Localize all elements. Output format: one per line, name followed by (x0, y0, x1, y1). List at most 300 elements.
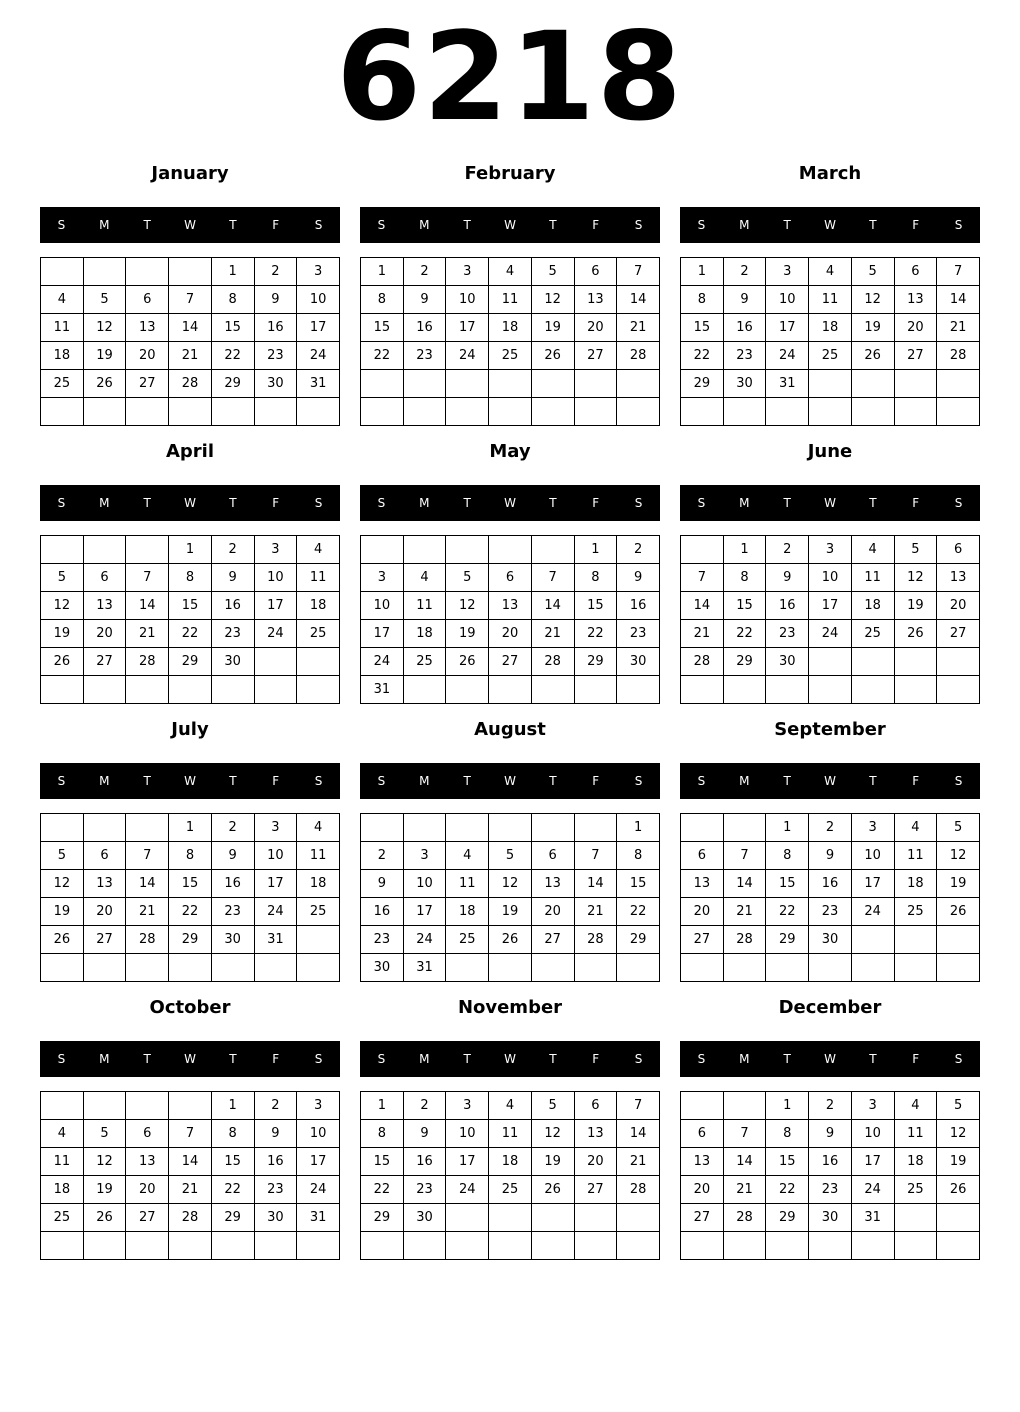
day-cell: 8 (361, 286, 404, 314)
day-cell: 17 (446, 1148, 489, 1176)
day-cell: 26 (851, 342, 894, 370)
day-cell: 23 (809, 898, 852, 926)
day-cell: 28 (531, 648, 574, 676)
day-cell: 28 (617, 1176, 660, 1204)
weekday-header (680, 1041, 980, 1077)
day-cell: 23 (809, 1176, 852, 1204)
day-cell: 16 (766, 592, 809, 620)
day-cell: 11 (851, 564, 894, 592)
weekday-label: W (504, 496, 516, 510)
day-cell: 16 (254, 314, 297, 342)
day-cell (446, 954, 489, 982)
day-cell: 4 (489, 258, 532, 286)
month-name: May (489, 441, 531, 462)
day-cell (809, 370, 852, 398)
day-cell: 9 (617, 564, 660, 592)
week-row (681, 676, 980, 704)
day-cell: 10 (446, 286, 489, 314)
weekday-label: T (869, 218, 877, 232)
day-cell (403, 370, 446, 398)
weekday-label: M (99, 774, 110, 788)
day-cell: 6 (83, 564, 126, 592)
day-cell: 7 (723, 842, 766, 870)
day-cell: 29 (681, 370, 724, 398)
day-cell: 10 (254, 842, 297, 870)
day-cell: 8 (766, 1120, 809, 1148)
day-cell: 12 (937, 1120, 980, 1148)
day-cell: 26 (41, 648, 84, 676)
day-cell: 24 (851, 898, 894, 926)
day-cell: 22 (617, 898, 660, 926)
weekday-label: S (314, 496, 323, 510)
day-cell: 18 (41, 342, 84, 370)
day-cell: 8 (723, 564, 766, 592)
day-grid (40, 535, 340, 704)
weekday-label: F (272, 218, 280, 232)
day-cell: 10 (851, 1120, 894, 1148)
day-cell: 25 (489, 342, 532, 370)
month-name: June (807, 441, 853, 462)
weekday-label: M (419, 774, 430, 788)
day-cell: 4 (297, 536, 340, 564)
day-cell: 18 (41, 1176, 84, 1204)
day-cell: 25 (41, 1204, 84, 1232)
day-cell: 6 (83, 842, 126, 870)
weekday-label: S (954, 218, 963, 232)
week-row (361, 842, 660, 870)
day-cell: 7 (574, 842, 617, 870)
day-cell: 3 (446, 1092, 489, 1120)
day-cell: 14 (617, 286, 660, 314)
weekday-label: W (824, 774, 836, 788)
day-cell (254, 954, 297, 982)
day-cell: 19 (83, 1176, 126, 1204)
day-cell (126, 536, 169, 564)
month-january (40, 160, 340, 428)
day-cell (574, 370, 617, 398)
day-cell (723, 814, 766, 842)
weekday-label: T (229, 774, 237, 788)
day-cell: 24 (766, 342, 809, 370)
day-cell: 12 (531, 286, 574, 314)
weekday-label: T (783, 496, 791, 510)
day-cell: 1 (723, 536, 766, 564)
day-cell: 29 (169, 648, 212, 676)
day-cell: 3 (361, 564, 404, 592)
day-grid (360, 813, 660, 982)
week-row (41, 676, 340, 704)
day-cell (937, 648, 980, 676)
day-cell (894, 676, 937, 704)
week-row (361, 564, 660, 592)
weekday-label: F (272, 1052, 280, 1066)
day-cell: 10 (766, 286, 809, 314)
day-cell: 18 (894, 870, 937, 898)
weekday-label: S (314, 1052, 323, 1066)
day-cell (361, 536, 404, 564)
day-cell: 31 (297, 1204, 340, 1232)
week-row (361, 1120, 660, 1148)
weekday-label: W (824, 1052, 836, 1066)
day-cell: 24 (361, 648, 404, 676)
weekday-label: T (143, 218, 151, 232)
week-row (361, 1232, 660, 1260)
day-cell (851, 398, 894, 426)
day-cell: 27 (894, 342, 937, 370)
day-cell: 15 (361, 1148, 404, 1176)
day-cell (894, 370, 937, 398)
month-name: October (149, 997, 231, 1018)
weekday-label: F (272, 496, 280, 510)
day-cell (851, 648, 894, 676)
day-cell (851, 370, 894, 398)
day-cell: 17 (297, 314, 340, 342)
day-cell: 9 (211, 842, 254, 870)
day-cell (937, 398, 980, 426)
month-june (680, 438, 980, 706)
day-cell: 19 (531, 314, 574, 342)
day-cell (531, 1232, 574, 1260)
day-cell: 27 (83, 648, 126, 676)
weekday-label: W (504, 774, 516, 788)
weekday-header (680, 485, 980, 521)
day-cell: 29 (211, 1204, 254, 1232)
day-cell: 19 (41, 898, 84, 926)
day-cell: 8 (211, 1120, 254, 1148)
day-cell: 17 (766, 314, 809, 342)
day-cell (574, 954, 617, 982)
day-cell: 6 (126, 286, 169, 314)
weekday-label: W (824, 218, 836, 232)
day-cell (403, 1232, 446, 1260)
week-row (681, 620, 980, 648)
weekday-label: M (419, 218, 430, 232)
day-cell: 6 (489, 564, 532, 592)
day-cell: 11 (894, 1120, 937, 1148)
day-cell (851, 676, 894, 704)
day-cell (297, 398, 340, 426)
day-cell (809, 648, 852, 676)
day-cell: 25 (851, 620, 894, 648)
day-cell: 16 (809, 1148, 852, 1176)
day-cell: 25 (297, 898, 340, 926)
weekday-label: W (184, 774, 196, 788)
day-cell: 28 (617, 342, 660, 370)
day-cell: 5 (894, 536, 937, 564)
day-cell: 14 (126, 592, 169, 620)
day-cell: 20 (83, 620, 126, 648)
week-row (41, 1232, 340, 1260)
week-row (41, 592, 340, 620)
day-cell (531, 1204, 574, 1232)
weekday-label: S (57, 774, 66, 788)
day-cell: 2 (254, 258, 297, 286)
day-cell: 25 (297, 620, 340, 648)
weekday-label: S (697, 1052, 706, 1066)
day-cell: 12 (83, 1148, 126, 1176)
day-cell: 26 (937, 1176, 980, 1204)
day-cell: 3 (851, 1092, 894, 1120)
day-cell (681, 954, 724, 982)
day-grid (40, 813, 340, 982)
day-cell (617, 1232, 660, 1260)
day-cell: 21 (531, 620, 574, 648)
day-cell: 29 (617, 926, 660, 954)
day-cell: 9 (254, 286, 297, 314)
day-cell (681, 536, 724, 564)
week-row (41, 954, 340, 982)
day-cell: 14 (681, 592, 724, 620)
day-cell: 26 (937, 898, 980, 926)
day-cell: 18 (809, 314, 852, 342)
day-cell: 11 (41, 1148, 84, 1176)
day-cell: 5 (83, 1120, 126, 1148)
day-cell: 14 (574, 870, 617, 898)
day-cell: 27 (937, 620, 980, 648)
day-cell: 1 (361, 1092, 404, 1120)
day-cell: 20 (681, 898, 724, 926)
day-cell: 13 (83, 592, 126, 620)
weekday-label: S (954, 774, 963, 788)
day-grid (40, 257, 340, 426)
day-cell: 31 (403, 954, 446, 982)
day-cell (41, 1092, 84, 1120)
day-grid (680, 1091, 980, 1260)
day-cell: 8 (169, 842, 212, 870)
weekday-label: T (869, 1052, 877, 1066)
day-cell (126, 1232, 169, 1260)
day-cell (723, 1092, 766, 1120)
day-cell: 19 (894, 592, 937, 620)
day-cell: 13 (126, 1148, 169, 1176)
weekday-header (360, 485, 660, 521)
day-cell: 24 (297, 342, 340, 370)
week-row (41, 314, 340, 342)
day-cell (851, 926, 894, 954)
day-cell (169, 398, 212, 426)
day-cell (851, 1232, 894, 1260)
week-row (41, 398, 340, 426)
day-cell (169, 1232, 212, 1260)
day-cell: 6 (531, 842, 574, 870)
day-cell (937, 676, 980, 704)
day-cell (446, 1232, 489, 1260)
day-cell: 18 (297, 592, 340, 620)
day-cell: 29 (574, 648, 617, 676)
day-cell: 19 (937, 1148, 980, 1176)
day-cell: 27 (489, 648, 532, 676)
day-grid (40, 1091, 340, 1260)
day-cell: 13 (681, 870, 724, 898)
week-row (361, 1204, 660, 1232)
day-cell (809, 1232, 852, 1260)
day-cell: 9 (809, 1120, 852, 1148)
day-cell (41, 676, 84, 704)
day-cell: 7 (531, 564, 574, 592)
day-cell: 22 (574, 620, 617, 648)
weekday-label: S (57, 1052, 66, 1066)
week-row (361, 676, 660, 704)
day-cell: 23 (723, 342, 766, 370)
day-cell: 7 (169, 286, 212, 314)
day-cell: 25 (403, 648, 446, 676)
day-cell: 22 (723, 620, 766, 648)
day-cell: 12 (489, 870, 532, 898)
weekday-label: T (549, 218, 557, 232)
day-cell: 12 (41, 592, 84, 620)
day-cell: 16 (403, 314, 446, 342)
day-cell: 20 (489, 620, 532, 648)
day-grid (360, 535, 660, 704)
day-cell: 14 (126, 870, 169, 898)
day-cell: 6 (126, 1120, 169, 1148)
month-may (360, 438, 660, 706)
day-cell: 23 (211, 620, 254, 648)
day-cell: 4 (489, 1092, 532, 1120)
day-cell: 20 (574, 314, 617, 342)
day-cell: 30 (254, 1204, 297, 1232)
month-name: July (171, 719, 209, 740)
weekday-header (360, 207, 660, 243)
day-cell (361, 1232, 404, 1260)
day-cell: 23 (254, 1176, 297, 1204)
day-cell (446, 536, 489, 564)
day-cell (723, 676, 766, 704)
day-cell: 11 (446, 870, 489, 898)
day-cell (169, 1092, 212, 1120)
week-row (681, 1148, 980, 1176)
weekday-label: S (377, 774, 386, 788)
weekday-label: S (697, 218, 706, 232)
day-cell (574, 1204, 617, 1232)
day-cell (894, 1204, 937, 1232)
day-cell: 19 (531, 1148, 574, 1176)
day-cell: 4 (446, 842, 489, 870)
day-cell: 1 (766, 1092, 809, 1120)
day-cell: 11 (489, 286, 532, 314)
day-cell: 4 (894, 1092, 937, 1120)
month-november (360, 994, 660, 1262)
weekday-label: T (869, 774, 877, 788)
day-cell: 15 (766, 1148, 809, 1176)
weekday-label: S (697, 496, 706, 510)
day-cell (211, 676, 254, 704)
day-cell: 28 (126, 926, 169, 954)
weekday-label: T (549, 774, 557, 788)
week-row (361, 286, 660, 314)
day-cell: 5 (41, 564, 84, 592)
day-cell: 14 (937, 286, 980, 314)
weekday-label: S (697, 774, 706, 788)
day-cell (41, 1232, 84, 1260)
week-row (681, 814, 980, 842)
day-cell: 9 (723, 286, 766, 314)
day-cell: 10 (446, 1120, 489, 1148)
day-cell: 7 (169, 1120, 212, 1148)
day-cell: 31 (851, 1204, 894, 1232)
day-cell (531, 536, 574, 564)
day-cell: 31 (766, 370, 809, 398)
week-row (361, 258, 660, 286)
weekday-label: T (143, 496, 151, 510)
weekday-label: T (143, 774, 151, 788)
day-cell: 14 (723, 1148, 766, 1176)
week-row (41, 926, 340, 954)
day-cell: 26 (83, 370, 126, 398)
week-row (361, 536, 660, 564)
day-cell: 28 (681, 648, 724, 676)
day-cell (446, 676, 489, 704)
day-cell (809, 676, 852, 704)
week-row (681, 926, 980, 954)
month-name: November (457, 997, 563, 1018)
day-cell: 10 (403, 870, 446, 898)
day-cell: 25 (489, 1176, 532, 1204)
day-cell: 23 (403, 342, 446, 370)
month-name: December (778, 997, 882, 1018)
day-cell (723, 398, 766, 426)
day-cell (574, 676, 617, 704)
day-cell: 9 (211, 564, 254, 592)
weekday-label: S (634, 496, 643, 510)
day-cell: 18 (894, 1148, 937, 1176)
day-cell: 29 (766, 1204, 809, 1232)
weekday-label: S (954, 1052, 963, 1066)
weekday-label: W (184, 1052, 196, 1066)
weekday-label: F (912, 774, 920, 788)
day-cell (894, 1232, 937, 1260)
day-cell (531, 398, 574, 426)
weekday-header (680, 763, 980, 799)
day-cell: 7 (617, 258, 660, 286)
day-cell: 4 (851, 536, 894, 564)
month-name: January (151, 163, 229, 184)
day-cell (617, 398, 660, 426)
day-cell: 20 (681, 1176, 724, 1204)
weekday-label: S (377, 496, 386, 510)
weekday-header (40, 207, 340, 243)
day-cell: 7 (723, 1120, 766, 1148)
day-cell: 11 (41, 314, 84, 342)
week-row (681, 314, 980, 342)
day-cell (126, 676, 169, 704)
day-cell (489, 398, 532, 426)
day-cell: 30 (403, 1204, 446, 1232)
day-cell (83, 258, 126, 286)
day-cell: 3 (851, 814, 894, 842)
day-cell: 19 (937, 870, 980, 898)
day-cell: 21 (681, 620, 724, 648)
day-cell (681, 1092, 724, 1120)
day-cell: 18 (403, 620, 446, 648)
month-august (360, 716, 660, 984)
weekday-label: T (463, 1052, 471, 1066)
day-cell (361, 814, 404, 842)
weekday-label: M (739, 1052, 750, 1066)
day-cell: 9 (809, 842, 852, 870)
weekday-label: T (229, 496, 237, 510)
day-cell (254, 398, 297, 426)
day-cell (723, 1232, 766, 1260)
day-cell: 25 (809, 342, 852, 370)
weekday-label: S (634, 1052, 643, 1066)
day-cell: 30 (254, 370, 297, 398)
week-row (361, 620, 660, 648)
day-cell (723, 954, 766, 982)
day-cell: 21 (723, 898, 766, 926)
day-cell: 29 (361, 1204, 404, 1232)
day-cell: 22 (169, 620, 212, 648)
